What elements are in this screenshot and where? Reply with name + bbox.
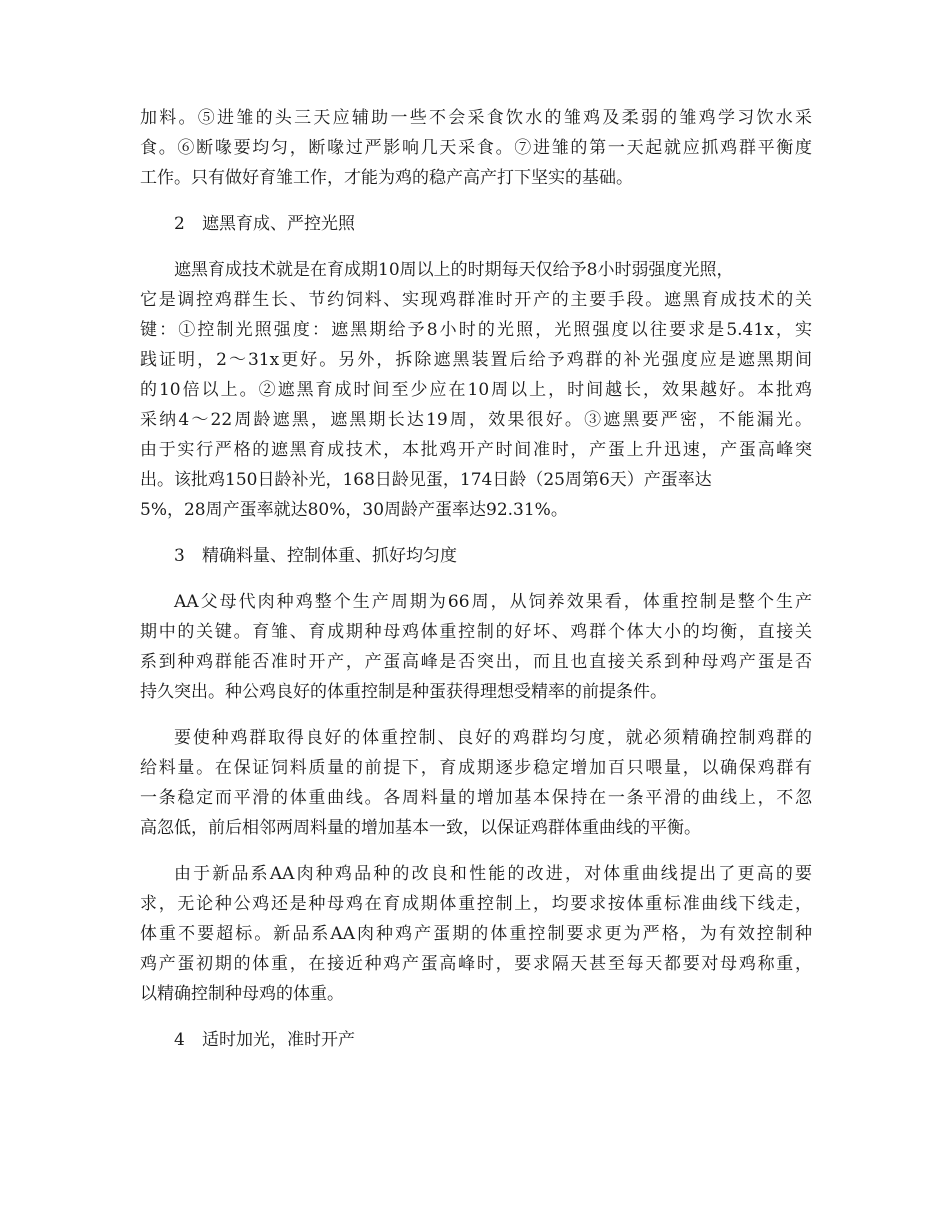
section-number: 2 — [174, 214, 185, 234]
text-line: 5%，28周产蛋率就达80%，30周龄产蛋率达92.31%。 — [140, 500, 568, 520]
text-line: 遮黑育成技术就是在育成期10周以上的时期每天仅给予8小时弱强度光照， — [174, 260, 734, 280]
text-line: 给料量。在保证饲料质量的前提下，育成期逐步稳定增加百只喂量，以确保鸡群有 — [140, 758, 812, 778]
section-number: 3 — [174, 546, 185, 566]
text-line: 采纳4～22周龄遮黑，遮黑期长达19周，效果很好。③遮黑要严密，不能漏光。 — [140, 410, 812, 430]
text-line: 出。该批鸡150日龄补光，168日龄见蛋，174日龄（25周第6天）产蛋率达 — [140, 470, 712, 490]
text-line: 持久突出。种公鸡良好的体重控制是种蛋获得理想受精率的前提条件。 — [140, 682, 667, 702]
text-line: 以精确控制种母鸡的体重。 — [140, 984, 344, 1004]
section-title: 遮黑育成、严控光照 — [202, 214, 355, 234]
text-line: 鸡产蛋初期的体重，在接近种鸡产蛋高峰时，要求隔天甚至每天都要对母鸡称重， — [140, 954, 812, 974]
section-number: 4 — [174, 1030, 185, 1050]
text-line: 加料。⑤进雏的头三天应辅助一些不会采食饮水的雏鸡及柔弱的雏鸡学习饮水采 — [140, 108, 812, 128]
paragraph-feed-amount — [140, 723, 812, 843]
section-heading-4 — [140, 1025, 812, 1055]
text-line: 期中的关键。育雏、育成期种母鸡体重控制的好坏、鸡群个体大小的均衡，直接关 — [140, 622, 812, 642]
text-line: 键：①控制光照强度：遮黑期给予8小时的光照，光照强度以往要求是5.41x，实 — [140, 320, 812, 340]
document-body — [140, 103, 812, 1071]
text-line: 它是调控鸡群生长、节约饲料、实现鸡群准时开产的主要手段。遮黑育成技术的关 — [140, 290, 812, 310]
text-line: 食。⑥断喙要均匀，断喙过严影响几天采食。⑦进雏的第一天起就应抓鸡群平衡度 — [140, 138, 812, 158]
section-title: 精确料量、控制体重、抓好均匀度 — [202, 546, 457, 566]
text-line: 系到种鸡群能否准时开产，产蛋高峰是否突出，而且也直接关系到种母鸡产蛋是否 — [140, 652, 812, 672]
section-title: 适时加光，准时开产 — [202, 1030, 355, 1050]
text-line: 体重不要超标。新品系AA肉种鸡产蛋期的体重控制要求更为严格，为有效控制种 — [140, 924, 812, 944]
text-line: 一条稳定而平滑的体重曲线。各周料量的增加基本保持在一条平滑的曲线上，不忽 — [140, 788, 812, 808]
text-line: 由于新品系AA肉种鸡品种的改良和性能的改进，对体重曲线提出了更高的要 — [174, 864, 812, 884]
paragraph-new-strain — [140, 859, 812, 1009]
text-line: AA父母代肉种鸡整个生产周期为66周，从饲养效果看，体重控制是整个生产 — [174, 592, 812, 612]
text-line: 要使种鸡群取得良好的体重控制、良好的鸡群均匀度，就必须精确控制鸡群的 — [174, 728, 812, 748]
text-line: 践证明，2～31x更好。另外，拆除遮黑装置后给予鸡群的补光强度应是遮黑期间 — [140, 350, 812, 370]
text-line: 的10倍以上。②遮黑育成时间至少应在10周以上，时间越长，效果越好。本批鸡 — [140, 380, 812, 400]
paragraph-weight-control — [140, 587, 812, 707]
text-line: 高忽低，前后相邻两周料量的增加基本一致，以保证鸡群体重曲线的平衡。 — [140, 818, 701, 838]
paragraph-brooding-continued — [140, 103, 812, 193]
paragraph-blackout-rearing — [140, 255, 812, 525]
section-heading-2 — [140, 209, 812, 239]
section-heading-3 — [140, 541, 812, 571]
text-line: 工作。只有做好育雏工作，才能为鸡的稳产高产打下坚实的基础。 — [140, 168, 633, 188]
text-line: 求，无论种公鸡还是种母鸡在育成期体重控制上，均要求按体重标准曲线下线走， — [140, 894, 812, 914]
text-line: 由于实行严格的遮黑育成技术，本批鸡开产时间准时，产蛋上升迅速，产蛋高峰突 — [140, 440, 812, 460]
